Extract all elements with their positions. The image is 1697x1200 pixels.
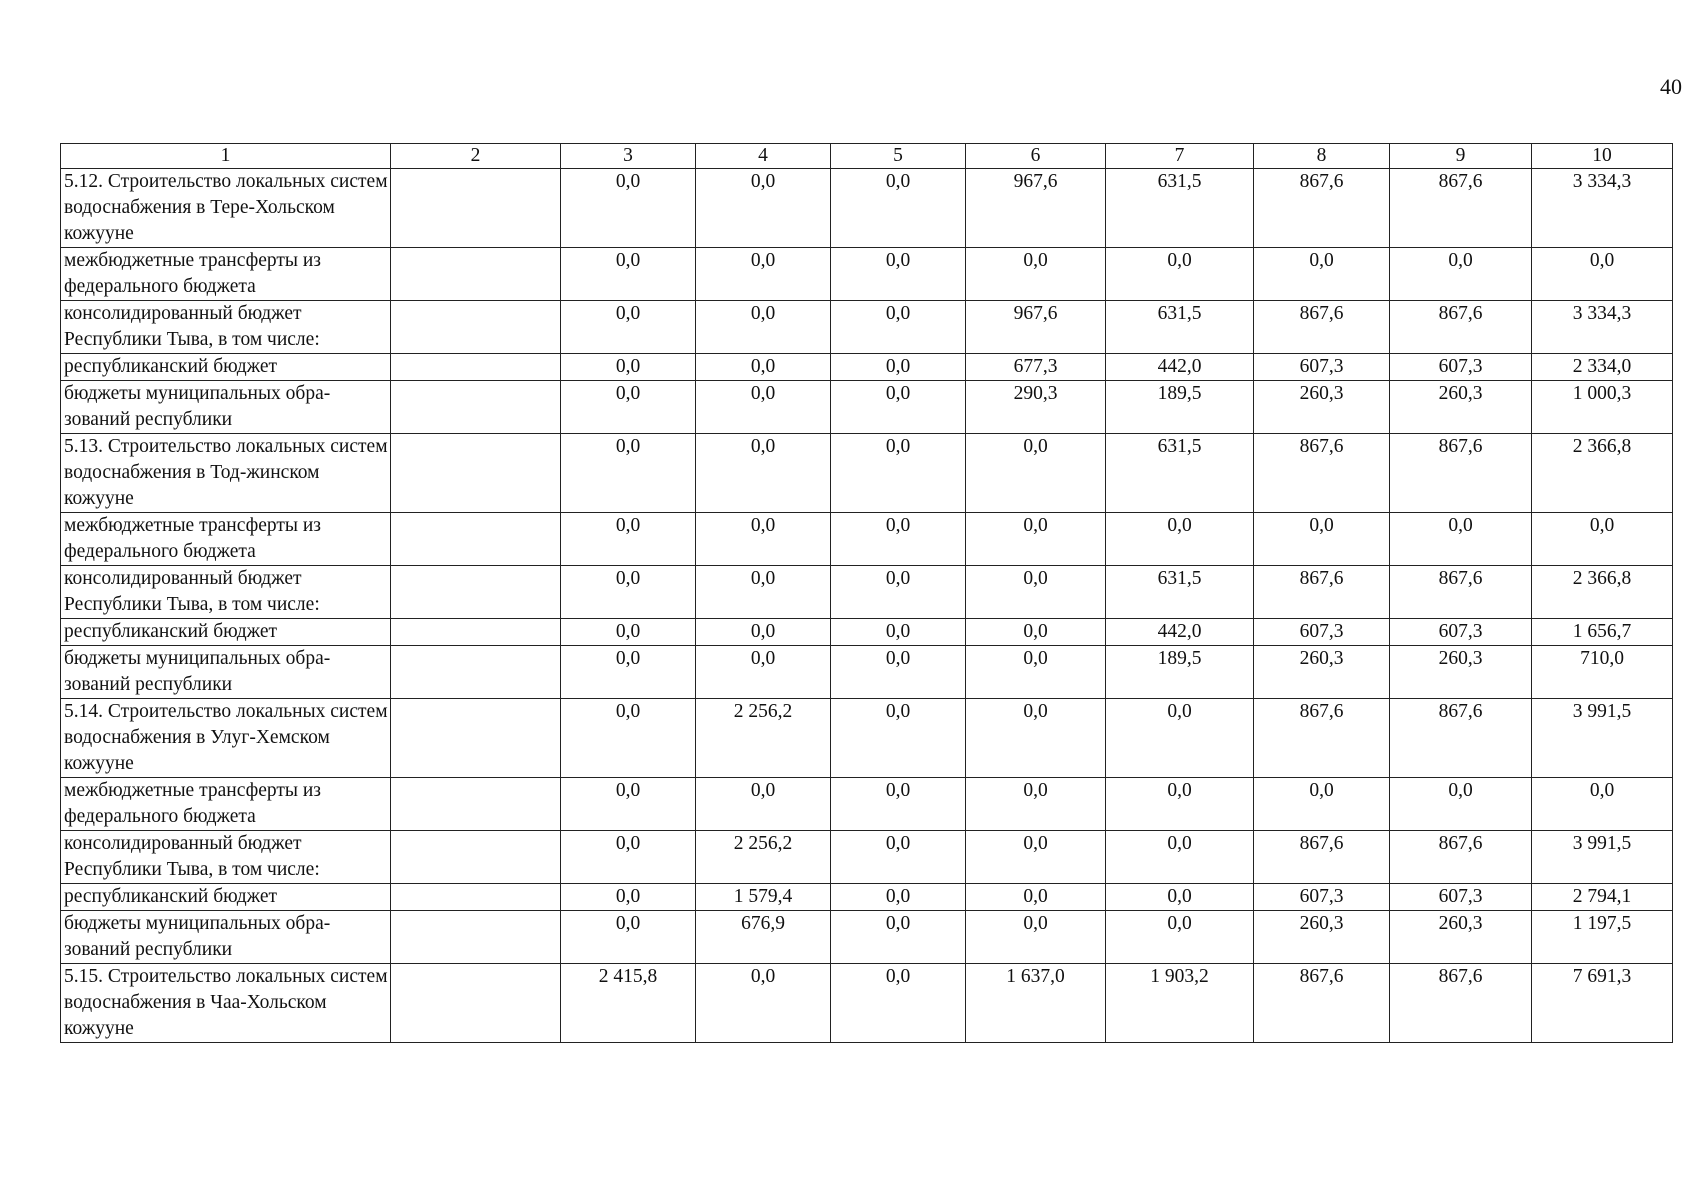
row-label: межбюджетные трансферты из федерального бюджета bbox=[61, 248, 391, 301]
table-header bbox=[61, 144, 1673, 169]
table-cell: 0,0 bbox=[966, 911, 1106, 964]
table-row bbox=[61, 964, 1673, 1043]
table-cell: 0,0 bbox=[831, 248, 966, 301]
table-cell: 710,0 bbox=[1532, 646, 1673, 699]
table-cell: 967,6 bbox=[966, 301, 1106, 354]
budget-table bbox=[60, 143, 1673, 1043]
table-cell: 631,5 bbox=[1106, 434, 1254, 513]
table-cell: 867,6 bbox=[1254, 964, 1390, 1043]
row-label: межбюджетные трансферты из федерального бюджета bbox=[61, 513, 391, 566]
table-cell: 0,0 bbox=[966, 778, 1106, 831]
table-cell: 0,0 bbox=[1254, 248, 1390, 301]
table-cell: 0,0 bbox=[696, 513, 831, 566]
table-cell: 0,0 bbox=[696, 169, 831, 248]
table-cell: 0,0 bbox=[561, 911, 696, 964]
table-cell: 867,6 bbox=[1390, 301, 1532, 354]
table-cell: 2 334,0 bbox=[1532, 354, 1673, 381]
row-label: консолидированный бюджет Республики Тыва, в том числе: bbox=[61, 301, 391, 354]
table-cell: 0,0 bbox=[831, 301, 966, 354]
table-cell: 1 000,3 bbox=[1532, 381, 1673, 434]
column-header: 10 bbox=[1532, 144, 1673, 169]
table-cell: 0,0 bbox=[966, 831, 1106, 884]
table-cell: 0,0 bbox=[561, 354, 696, 381]
table-cell: 0,0 bbox=[1532, 248, 1673, 301]
table-cell: 0,0 bbox=[1254, 778, 1390, 831]
table-cell: 0,0 bbox=[831, 169, 966, 248]
table-cell: 0,0 bbox=[561, 619, 696, 646]
table-cell: 0,0 bbox=[831, 699, 966, 778]
row-label: 5.14. Строительство локальных систем водоснабжения в Улуг-Хемском кожууне bbox=[61, 699, 391, 778]
column-header: 4 bbox=[696, 144, 831, 169]
table-cell: 0,0 bbox=[1106, 831, 1254, 884]
table-cell: 0,0 bbox=[831, 381, 966, 434]
table-row bbox=[61, 831, 1673, 884]
column-header: 1 bbox=[61, 144, 391, 169]
table-cell: 676,9 bbox=[696, 911, 831, 964]
table-cell: 0,0 bbox=[831, 566, 966, 619]
table-cell: 2 256,2 bbox=[696, 699, 831, 778]
table-cell: 0,0 bbox=[1532, 513, 1673, 566]
table-cell: 1 579,4 bbox=[696, 884, 831, 911]
table-cell: 967,6 bbox=[966, 169, 1106, 248]
table-cell: 0,0 bbox=[561, 434, 696, 513]
table-body bbox=[61, 169, 1673, 1043]
row-col2 bbox=[391, 831, 561, 884]
table-cell: 0,0 bbox=[831, 646, 966, 699]
table-row bbox=[61, 699, 1673, 778]
table-cell: 0,0 bbox=[561, 884, 696, 911]
row-col2 bbox=[391, 301, 561, 354]
row-label: межбюджетные трансферты из федерального бюджета bbox=[61, 778, 391, 831]
table-cell: 442,0 bbox=[1106, 354, 1254, 381]
column-header: 3 bbox=[561, 144, 696, 169]
table-cell: 0,0 bbox=[831, 964, 966, 1043]
table-cell: 0,0 bbox=[1106, 884, 1254, 911]
table-cell: 0,0 bbox=[1390, 513, 1532, 566]
table-cell: 0,0 bbox=[966, 248, 1106, 301]
row-col2 bbox=[391, 248, 561, 301]
table-cell: 2 366,8 bbox=[1532, 434, 1673, 513]
table-row bbox=[61, 778, 1673, 831]
row-col2 bbox=[391, 699, 561, 778]
table-cell: 867,6 bbox=[1254, 434, 1390, 513]
table-cell: 260,3 bbox=[1390, 381, 1532, 434]
table-cell: 0,0 bbox=[696, 566, 831, 619]
table-cell: 0,0 bbox=[696, 381, 831, 434]
table-cell: 0,0 bbox=[831, 831, 966, 884]
table-cell: 0,0 bbox=[1106, 911, 1254, 964]
row-col2 bbox=[391, 354, 561, 381]
row-col2 bbox=[391, 964, 561, 1043]
header-row bbox=[61, 144, 1673, 169]
table-cell: 867,6 bbox=[1254, 169, 1390, 248]
table-cell: 260,3 bbox=[1254, 911, 1390, 964]
row-col2 bbox=[391, 169, 561, 248]
column-header: 8 bbox=[1254, 144, 1390, 169]
table-row bbox=[61, 354, 1673, 381]
table-cell: 0,0 bbox=[966, 619, 1106, 646]
table-cell: 0,0 bbox=[1390, 778, 1532, 831]
row-label: 5.15. Строительство локальных систем водоснабжения в Чаа-Хольском кожууне bbox=[61, 964, 391, 1043]
row-col2 bbox=[391, 646, 561, 699]
table-cell: 3 991,5 bbox=[1532, 831, 1673, 884]
table-cell: 867,6 bbox=[1390, 434, 1532, 513]
table-cell: 3 991,5 bbox=[1532, 699, 1673, 778]
table-cell: 607,3 bbox=[1254, 619, 1390, 646]
row-label: 5.13. Строительство локальных систем водоснабжения в Тод-жинском кожууне bbox=[61, 434, 391, 513]
table-row bbox=[61, 911, 1673, 964]
table-row bbox=[61, 619, 1673, 646]
table-cell: 1 637,0 bbox=[966, 964, 1106, 1043]
column-header: 9 bbox=[1390, 144, 1532, 169]
table-cell: 0,0 bbox=[966, 566, 1106, 619]
table-cell: 0,0 bbox=[696, 778, 831, 831]
table-cell: 0,0 bbox=[561, 381, 696, 434]
row-label: республиканский бюджет bbox=[61, 619, 391, 646]
table-cell: 3 334,3 bbox=[1532, 169, 1673, 248]
table-cell: 867,6 bbox=[1254, 699, 1390, 778]
table-cell: 0,0 bbox=[561, 646, 696, 699]
table-cell: 0,0 bbox=[696, 301, 831, 354]
table-cell: 442,0 bbox=[1106, 619, 1254, 646]
table-cell: 0,0 bbox=[1532, 778, 1673, 831]
row-col2 bbox=[391, 434, 561, 513]
row-col2 bbox=[391, 884, 561, 911]
table-row bbox=[61, 646, 1673, 699]
table-cell: 0,0 bbox=[561, 778, 696, 831]
table-cell: 2 366,8 bbox=[1532, 566, 1673, 619]
row-label: бюджеты муниципальных обра-зований республики bbox=[61, 911, 391, 964]
table-cell: 0,0 bbox=[966, 699, 1106, 778]
table-cell: 0,0 bbox=[831, 513, 966, 566]
table-cell: 0,0 bbox=[696, 964, 831, 1043]
table-cell: 7 691,3 bbox=[1532, 964, 1673, 1043]
table-cell: 0,0 bbox=[1390, 248, 1532, 301]
table-cell: 0,0 bbox=[831, 778, 966, 831]
table-cell: 0,0 bbox=[831, 884, 966, 911]
table-cell: 189,5 bbox=[1106, 646, 1254, 699]
table-row bbox=[61, 884, 1673, 911]
table-row bbox=[61, 248, 1673, 301]
page-number: 40 bbox=[1660, 74, 1682, 99]
table-cell: 0,0 bbox=[561, 566, 696, 619]
table-cell: 631,5 bbox=[1106, 301, 1254, 354]
table-cell: 0,0 bbox=[966, 646, 1106, 699]
row-col2 bbox=[391, 566, 561, 619]
table-cell: 0,0 bbox=[696, 619, 831, 646]
table-row bbox=[61, 169, 1673, 248]
table-cell: 607,3 bbox=[1254, 884, 1390, 911]
table-cell: 0,0 bbox=[561, 301, 696, 354]
table-cell: 0,0 bbox=[696, 248, 831, 301]
table-cell: 867,6 bbox=[1390, 169, 1532, 248]
table-cell: 0,0 bbox=[966, 434, 1106, 513]
row-col2 bbox=[391, 911, 561, 964]
column-header: 7 bbox=[1106, 144, 1254, 169]
table-cell: 607,3 bbox=[1390, 619, 1532, 646]
column-header: 5 bbox=[831, 144, 966, 169]
table-row bbox=[61, 434, 1673, 513]
table-cell: 867,6 bbox=[1390, 566, 1532, 619]
table-cell: 0,0 bbox=[561, 831, 696, 884]
table-cell: 0,0 bbox=[696, 434, 831, 513]
table-cell: 1 656,7 bbox=[1532, 619, 1673, 646]
table-cell: 0,0 bbox=[561, 169, 696, 248]
table-cell: 0,0 bbox=[966, 513, 1106, 566]
column-header: 6 bbox=[966, 144, 1106, 169]
row-label: республиканский бюджет bbox=[61, 354, 391, 381]
row-label: консолидированный бюджет Республики Тыва, в том числе: bbox=[61, 566, 391, 619]
table-row bbox=[61, 513, 1673, 566]
table-cell: 1 197,5 bbox=[1532, 911, 1673, 964]
table-row bbox=[61, 566, 1673, 619]
row-col2 bbox=[391, 778, 561, 831]
table-row bbox=[61, 381, 1673, 434]
table-cell: 0,0 bbox=[561, 699, 696, 778]
table-cell: 867,6 bbox=[1254, 301, 1390, 354]
table-cell: 0,0 bbox=[831, 354, 966, 381]
table-cell: 2 256,2 bbox=[696, 831, 831, 884]
table-row bbox=[61, 301, 1673, 354]
table-cell: 631,5 bbox=[1106, 566, 1254, 619]
table-cell: 631,5 bbox=[1106, 169, 1254, 248]
table-cell: 867,6 bbox=[1390, 699, 1532, 778]
row-label: 5.12. Строительство локальных систем водоснабжения в Тере-Хольском кожууне bbox=[61, 169, 391, 248]
table-cell: 3 334,3 bbox=[1532, 301, 1673, 354]
table-cell: 867,6 bbox=[1390, 964, 1532, 1043]
table-cell: 0,0 bbox=[1106, 513, 1254, 566]
table-cell: 607,3 bbox=[1390, 884, 1532, 911]
row-col2 bbox=[391, 381, 561, 434]
table-cell: 0,0 bbox=[831, 619, 966, 646]
table-cell: 0,0 bbox=[966, 884, 1106, 911]
table-cell: 867,6 bbox=[1390, 831, 1532, 884]
row-label: республиканский бюджет bbox=[61, 884, 391, 911]
table-cell: 260,3 bbox=[1390, 911, 1532, 964]
table-cell: 0,0 bbox=[1106, 778, 1254, 831]
row-label: бюджеты муниципальных обра-зований республики bbox=[61, 381, 391, 434]
table-cell: 0,0 bbox=[696, 354, 831, 381]
row-label: бюджеты муниципальных обра-зований республики bbox=[61, 646, 391, 699]
table-cell: 2 415,8 bbox=[561, 964, 696, 1043]
table-cell: 867,6 bbox=[1254, 831, 1390, 884]
column-header: 2 bbox=[391, 144, 561, 169]
table-cell: 607,3 bbox=[1390, 354, 1532, 381]
table-cell: 0,0 bbox=[696, 646, 831, 699]
table-cell: 0,0 bbox=[1106, 699, 1254, 778]
table-cell: 290,3 bbox=[966, 381, 1106, 434]
table-cell: 0,0 bbox=[561, 248, 696, 301]
row-col2 bbox=[391, 513, 561, 566]
table-cell: 2 794,1 bbox=[1532, 884, 1673, 911]
table-cell: 677,3 bbox=[966, 354, 1106, 381]
table-cell: 0,0 bbox=[831, 911, 966, 964]
table-cell: 867,6 bbox=[1254, 566, 1390, 619]
table-cell: 189,5 bbox=[1106, 381, 1254, 434]
table-cell: 0,0 bbox=[1254, 513, 1390, 566]
table-cell: 0,0 bbox=[831, 434, 966, 513]
row-label: консолидированный бюджет Республики Тыва, в том числе: bbox=[61, 831, 391, 884]
table-cell: 1 903,2 bbox=[1106, 964, 1254, 1043]
table-cell: 260,3 bbox=[1254, 646, 1390, 699]
table-cell: 0,0 bbox=[561, 513, 696, 566]
table-cell: 607,3 bbox=[1254, 354, 1390, 381]
table-cell: 260,3 bbox=[1254, 381, 1390, 434]
row-col2 bbox=[391, 619, 561, 646]
table-cell: 0,0 bbox=[1106, 248, 1254, 301]
table-cell: 260,3 bbox=[1390, 646, 1532, 699]
